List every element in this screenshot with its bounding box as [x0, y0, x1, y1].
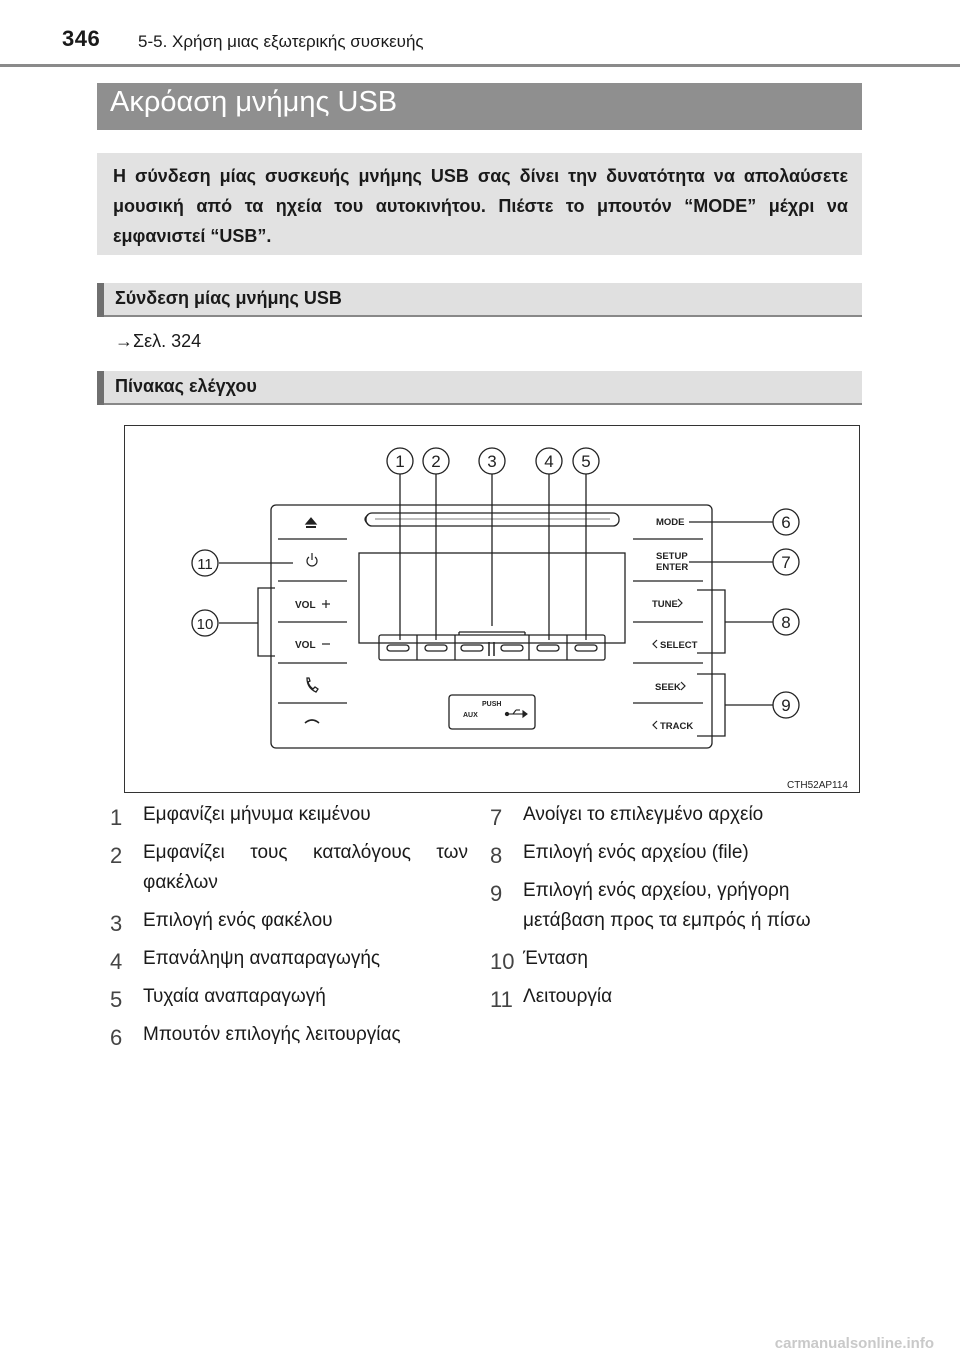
- callout-label-11: 11: [197, 556, 213, 573]
- page-reference-link[interactable]: →Σελ. 324: [115, 331, 202, 351]
- preset-buttons-row: [379, 635, 605, 660]
- vol-up-label: VOL: [295, 600, 316, 611]
- usb-icon: [505, 710, 527, 717]
- control-panel-figure: [124, 425, 860, 793]
- callout-label-9: 9: [781, 696, 791, 715]
- callout-label-7: 7: [781, 553, 791, 572]
- callout-label-6: 6: [781, 513, 791, 532]
- section-bar: [97, 283, 104, 317]
- section-control-panel: [97, 371, 862, 405]
- section-connect-usb: [97, 283, 862, 317]
- callout-label-8: 8: [781, 613, 791, 632]
- vol-down-label: VOL: [295, 640, 316, 651]
- phone-icon: [307, 678, 318, 692]
- track-label: TRACK: [660, 721, 694, 732]
- page-title: Ακρόαση μνήμης USB: [110, 86, 398, 118]
- figure-code: CTH52AP114: [787, 780, 848, 791]
- setup-label: SETUP: [656, 551, 688, 562]
- tune-label: TUNE: [652, 599, 678, 610]
- select-label: SELECT: [660, 640, 698, 651]
- callout-label-1: 1: [395, 452, 405, 471]
- page-number: 346: [62, 26, 101, 51]
- arrow-icons: [653, 599, 685, 729]
- section-header: 5-5. Χρήση μιας εξωτερικής συσκευής: [138, 32, 424, 51]
- callout-label-3: 3: [487, 452, 497, 471]
- callout-label-5: 5: [581, 452, 591, 471]
- callout-label-10: 10: [196, 616, 214, 633]
- seek-label: SEEK: [655, 682, 681, 693]
- enter-label: ENTER: [656, 562, 689, 573]
- power-icon: [307, 553, 317, 566]
- mode-button-label: MODE: [656, 517, 685, 528]
- push-label: PUSH: [482, 701, 502, 708]
- section-heading-connect: Σύνδεση μίας μνήμης USB: [115, 288, 342, 308]
- intro-text: Η σύνδεση μίας συσκευής μνήμης USB σας δίνει την δυνατότητα να απολαύσετε μουσική από τα ηχεία του αυτοκινήτου. Πιέστε το μπουτόν “MODE” μέχρι να εμφανιστεί “USB”.: [113, 166, 848, 246]
- eject-icon: [306, 518, 316, 524]
- section-bar: [97, 371, 104, 405]
- callout-label-4: 4: [544, 452, 554, 471]
- control-panel-diagram: [125, 426, 859, 792]
- section-heading-control-panel: Πίνακας ελέγχου: [115, 376, 257, 396]
- aux-label: AUX: [463, 712, 478, 719]
- callout-label-2: 2: [431, 452, 441, 471]
- watermark: carmanualsonline.info: [774, 1335, 934, 1352]
- hang-up-icon: [305, 720, 319, 723]
- header-rule: [0, 64, 960, 67]
